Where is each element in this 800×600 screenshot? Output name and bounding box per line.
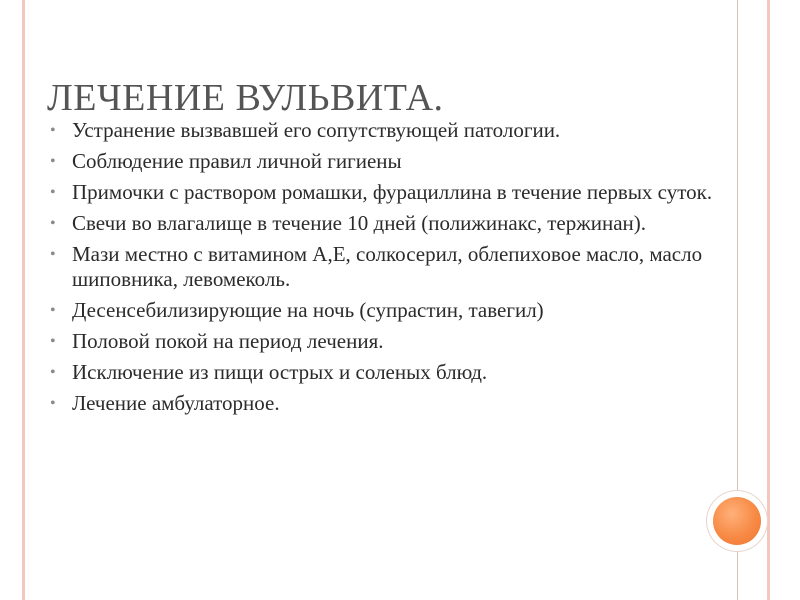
list-item bbox=[50, 298, 730, 323]
list-item-text: Примочки с раствором ромашки, фурациллина в течение первых суток. bbox=[72, 180, 713, 204]
bullet-icon: • bbox=[50, 302, 56, 319]
list-item-text: Лечение амбулаторное. bbox=[72, 391, 280, 415]
list-item bbox=[50, 329, 730, 354]
list-item bbox=[50, 242, 730, 292]
list-item-text: Десенсебилизирующие на ночь (супрастин, тавегил) bbox=[72, 298, 544, 322]
list-item bbox=[50, 360, 730, 385]
list-item-text: Свечи во влагалище в течение 10 дней (полижинакс, тержинан). bbox=[72, 211, 647, 235]
list-item bbox=[50, 180, 730, 205]
bullet-icon: • bbox=[50, 364, 56, 381]
list-item bbox=[50, 391, 730, 416]
bullet-icon: • bbox=[50, 122, 56, 139]
list-item bbox=[50, 211, 730, 236]
list-item bbox=[50, 149, 730, 174]
bullet-icon: • bbox=[50, 153, 56, 170]
list-item-text: Мази местно с витамином А,Е, солкосерил, облепиховое масло, масло шиповника, левомеколь. bbox=[72, 242, 703, 291]
bullet-icon: • bbox=[50, 215, 56, 232]
list-item-text: Соблюдение правил личной гигиены bbox=[72, 149, 402, 173]
orange-circle-decoration bbox=[713, 497, 761, 545]
bullet-icon: • bbox=[50, 395, 56, 412]
bullet-icon: • bbox=[50, 184, 56, 201]
bullet-icon: • bbox=[50, 333, 56, 350]
slide-title: ЛЕЧЕНИЕ ВУЛЬВИТА. bbox=[47, 77, 444, 119]
bullet-list bbox=[50, 118, 730, 422]
list-item bbox=[50, 118, 730, 143]
list-item-text: Половой покой на период лечения. bbox=[72, 329, 384, 353]
list-item-text: Исключение из пищи острых и соленых блюд. bbox=[72, 360, 488, 384]
bullet-icon: • bbox=[50, 246, 56, 263]
list-item-text: Устранение вызвавшей его сопутствующей патологии. bbox=[72, 118, 561, 142]
